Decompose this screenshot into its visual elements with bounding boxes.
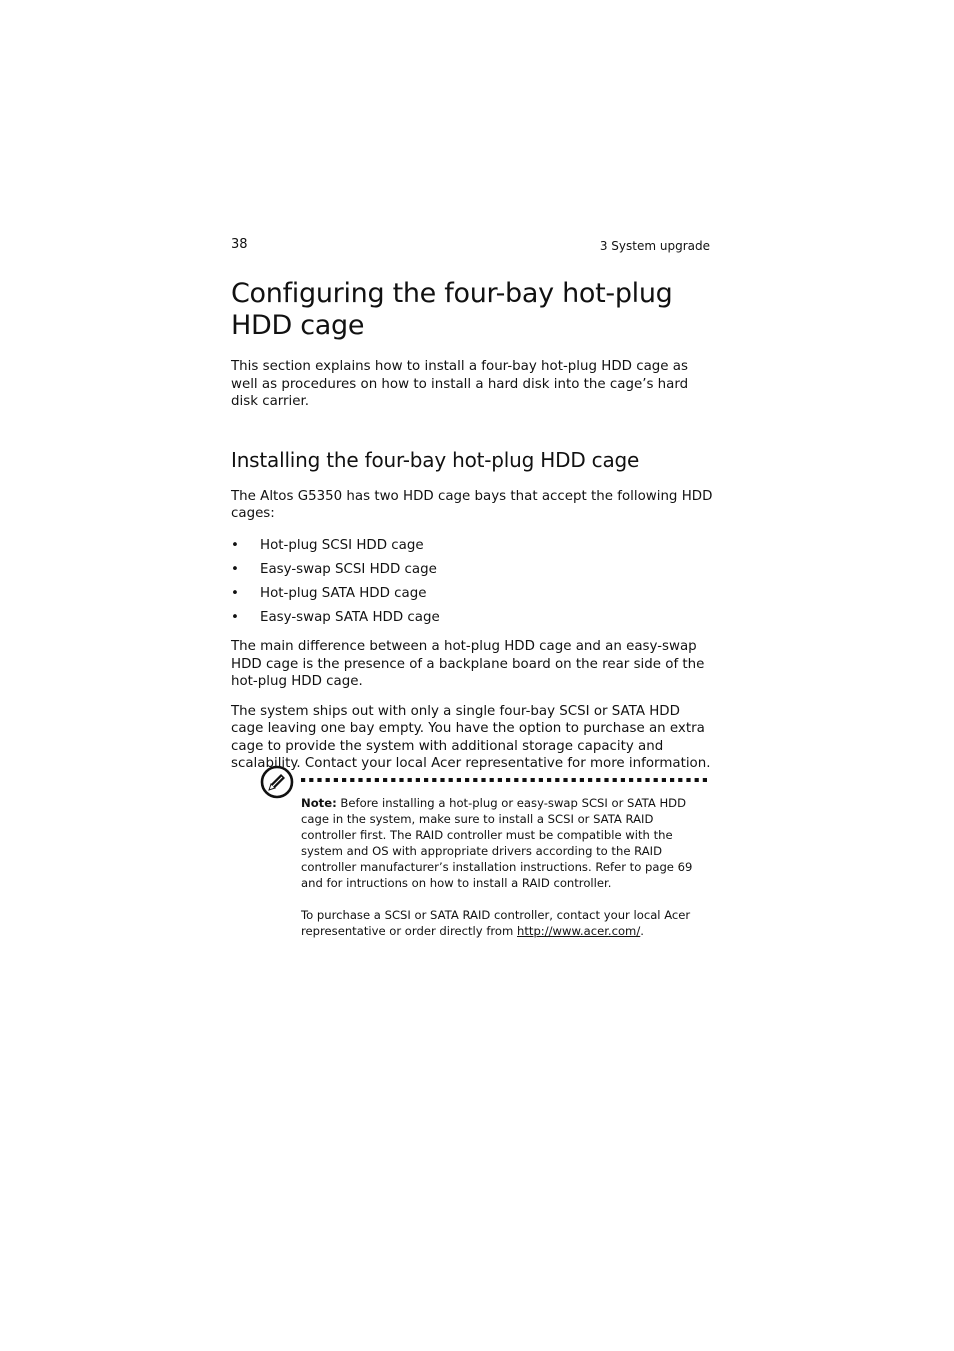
section-title: Installing the four-bay hot-plug HDD cage	[231, 447, 640, 472]
bullet-icon: •	[231, 537, 239, 553]
list-item-text: Easy-swap SCSI HDD cage	[260, 561, 437, 577]
acer-website-link[interactable]: http://www.acer.com/	[517, 924, 641, 938]
list-item-text: Hot-plug SCSI HDD cage	[260, 537, 424, 553]
bullet-icon: •	[231, 561, 239, 577]
list-item	[231, 561, 713, 579]
purchase-paragraph	[301, 907, 701, 939]
cage-type-list	[231, 537, 713, 627]
note-dotted-rule	[301, 778, 709, 782]
purchase-text: To purchase a SCSI or SATA RAID controller, contact your local Acer representative or order directly from	[301, 908, 691, 938]
chapter-label: 3 System upgrade	[599, 239, 710, 253]
bullet-icon: •	[231, 609, 239, 625]
section-lead-paragraph: The Altos G5350 has two HDD cage bays that accept the following HDD cages:	[231, 488, 713, 521]
list-item	[231, 609, 713, 627]
note-body	[301, 795, 701, 939]
note-text: Before installing a hot-plug or easy-swap SCSI or SATA HDD cage in the system, make sure to install a SCSI or SATA RAID controller first. The RAID controller must be compatible with the system and OS with appropriate drivers according to the RAID controller manufacturer’s installation instructions. Refer to page 69 and for intructions on how to install a RAID controller.	[301, 796, 693, 890]
intro-paragraph: This section explains how to install a four-bay hot-plug HDD cage as well as procedures on how to install a hard disk into the cage’s hard disk carrier.	[231, 359, 689, 409]
list-item	[231, 537, 713, 555]
list-item-text: Easy-swap SATA HDD cage	[260, 609, 440, 625]
list-item	[231, 585, 713, 603]
page-title: Configuring the four-bay hot-plug HDD cage	[231, 278, 673, 341]
main-content	[231, 278, 713, 773]
note-paragraph	[301, 795, 701, 891]
purchase-text-end: .	[640, 924, 644, 938]
difference-paragraph: The main difference between a hot-plug HDD cage and an easy-swap HDD cage is the presence of a backplane board on the rear side of the hot-plug HDD cage.	[231, 639, 705, 689]
list-item-text: Hot-plug SATA HDD cage	[260, 585, 427, 601]
shipping-paragraph: The system ships out with only a single four-bay SCSI or SATA HDD cage leaving one bay empty. You have the option to purchase an extra cage to provide the system with additional storage capacity and scalability. Contact your local Acer representative for more information.	[231, 703, 711, 771]
note-label: Note:	[301, 796, 337, 810]
bullet-icon: •	[231, 585, 239, 601]
page-number: 38	[231, 237, 248, 252]
note-pen-icon	[260, 765, 294, 799]
